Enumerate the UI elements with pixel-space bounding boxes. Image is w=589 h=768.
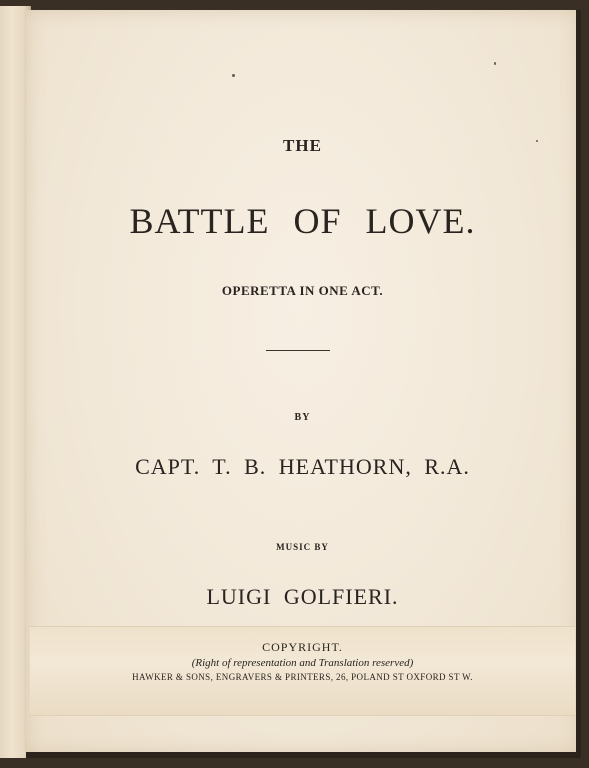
page-bottom-edge: [26, 752, 581, 758]
paper-speck: [494, 62, 496, 65]
page-title: BATTLE OF LOVE.: [129, 201, 476, 241]
music-by-label: MUSIC BY: [276, 542, 329, 552]
paper-speck: [232, 74, 235, 77]
divider-rule: [266, 350, 330, 351]
author-name: CAPT. T. B. HEATHORN, R.A.: [135, 454, 470, 479]
copyright-notice: COPYRIGHT.: [262, 640, 343, 654]
title-page: [26, 10, 579, 754]
page-right-edge: [576, 10, 581, 754]
rights-notice: (Right of representation and Translation reserved): [191, 657, 414, 669]
page-subtitle: OPERETTA IN ONE ACT.: [221, 283, 384, 298]
by-label: BY: [294, 412, 311, 423]
composer-name: LUIGI GOLFIERI.: [206, 584, 399, 609]
title-article: THE: [283, 136, 322, 155]
printer-imprint: HAWKER & SONS, ENGRAVERS & PRINTERS, 26, POLAND ST OXFORD ST W.: [132, 672, 473, 682]
